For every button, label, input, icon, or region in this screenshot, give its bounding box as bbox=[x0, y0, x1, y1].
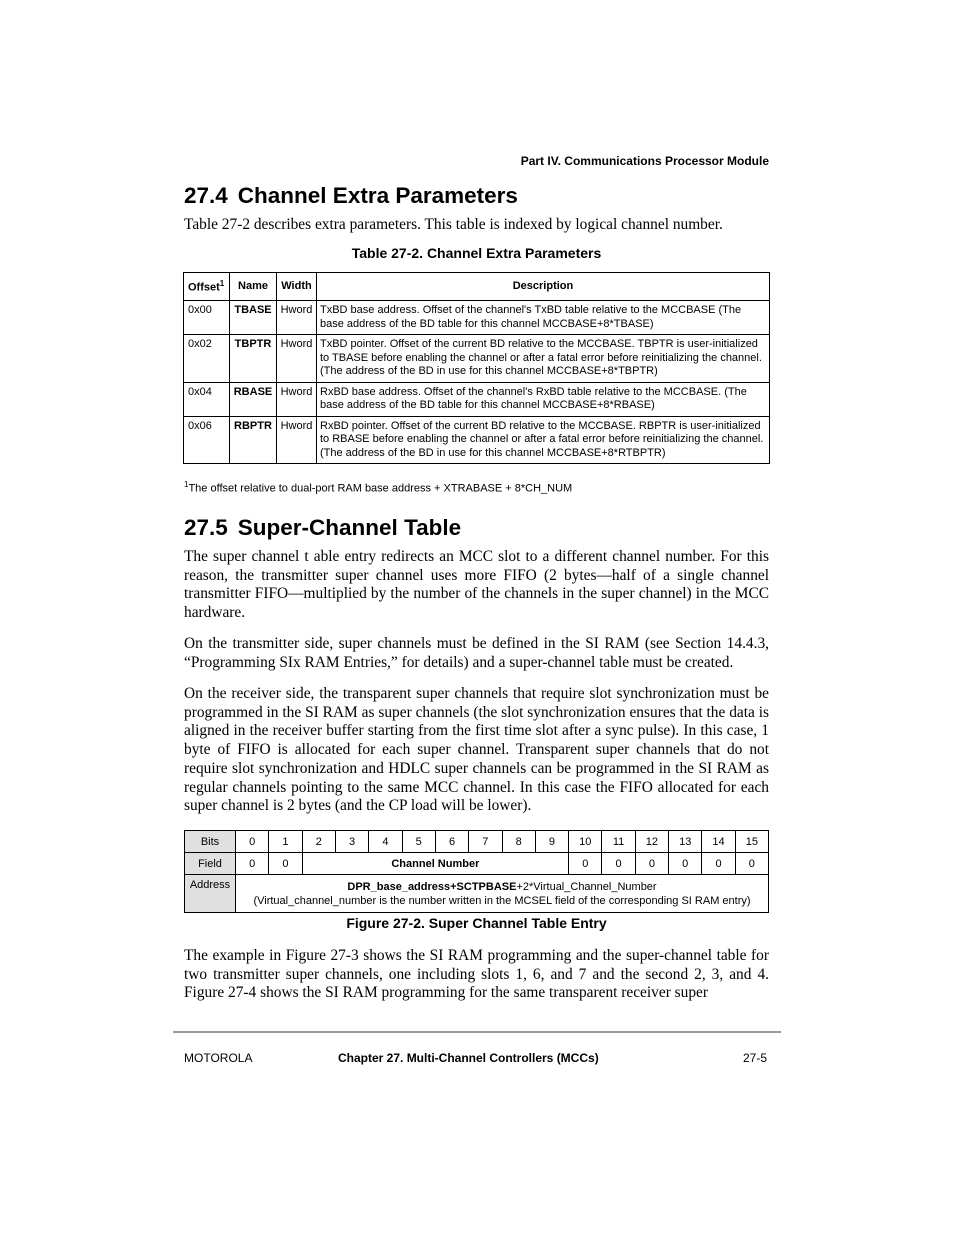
cell-description: RxBD pointer. Offset of the current BD relative to the MCCBASE. RBPTR is user-initialized to RBASE before enabling the channel or after a fatal error before reinitializing the channel. (The address of the BD in use for this channel MCCBASE+8*RTBPTR) bbox=[317, 416, 770, 464]
cell-width: Hword bbox=[277, 335, 317, 383]
bit-cell: 10 bbox=[569, 831, 602, 853]
header-name: Name bbox=[230, 273, 277, 301]
section-title: Super-Channel Table bbox=[237, 515, 462, 540]
bit-cell: 3 bbox=[335, 831, 368, 853]
cell-width: Hword bbox=[277, 382, 317, 416]
cell-offset: 0x04 bbox=[184, 382, 230, 416]
cell-offset: 0x06 bbox=[184, 416, 230, 464]
cell-width: Hword bbox=[277, 301, 317, 335]
section-title: Channel Extra Parameters bbox=[237, 183, 518, 208]
bit-cell: 11 bbox=[602, 831, 635, 853]
footer-chapter: Chapter 27. Multi-Channel Controllers (MCCs) bbox=[338, 1051, 599, 1065]
paragraph: The example in Figure 27-3 shows the SI RAM programming and the super-channel table for two transmitter super channels, one including slots 1, 6, and 7 and the second 2, 3, and 4. Figure 27-4 shows the SI RAM programming for the same transparent receiver super bbox=[184, 947, 769, 1002]
header-width: Width bbox=[277, 273, 317, 301]
bit-cell: 2 bbox=[302, 831, 335, 853]
super-channel-table-entry bbox=[184, 830, 769, 913]
address-offset: +2*Virtual_Channel_Number bbox=[516, 880, 657, 893]
bit-cell: 9 bbox=[535, 831, 568, 853]
table-footnote bbox=[184, 480, 572, 495]
field-cell: 0 bbox=[635, 853, 668, 875]
bit-cell: 8 bbox=[502, 831, 535, 853]
field-cell: 0 bbox=[669, 853, 702, 875]
footer-page-number: 27-5 bbox=[742, 1051, 767, 1065]
bit-cell: 7 bbox=[469, 831, 502, 853]
field-cell: 0 bbox=[702, 853, 735, 875]
table-row bbox=[184, 382, 770, 416]
cell-name: TBASE bbox=[230, 301, 277, 335]
footnote-marker: 1 bbox=[184, 480, 189, 489]
bit-cell: 5 bbox=[402, 831, 435, 853]
field-cell: 0 bbox=[269, 853, 302, 875]
bit-cell: 13 bbox=[669, 831, 702, 853]
bit-cell: 4 bbox=[369, 831, 402, 853]
footer-publisher: MOTOROLA bbox=[184, 1051, 253, 1065]
paragraph: On the receiver side, the transparent super channels that require slot synchronization must be programmed in the SI RAM as super channels (the slot synchronization ensures that the data is aligned in the receiver buffer starting from the first time slot after a sync pulse). In this case, 1 byte of FIFO is allocated for each super channel. Transparent super channels that do not require slot synchronization and HDLC super channels can be programmed in the SI RAM as regular channels pointing to the same MCC channel. In this case the FIFO allocated for each super channel is 2 bytes (and the CP load will be lower). bbox=[184, 685, 769, 815]
cell-offset: 0x02 bbox=[184, 335, 230, 383]
table-row bbox=[184, 301, 770, 335]
header-offset: Offset$^1$ bbox=[184, 273, 230, 301]
table-row bbox=[184, 335, 770, 383]
section-number: 27.4 bbox=[184, 183, 228, 208]
bit-cell: 6 bbox=[435, 831, 468, 853]
field-cell: 0 bbox=[735, 853, 768, 875]
field-row bbox=[185, 853, 769, 875]
cell-description: RxBD base address. Offset of the channel's RxBD table relative to the MCCBASE. (The base address of the BD table for this channel MCCBASE+8*RBASE) bbox=[317, 382, 770, 416]
figure-caption: Figure 27-2. Super Channel Table Entry bbox=[346, 915, 607, 931]
header-description: Description bbox=[317, 273, 770, 301]
paragraph: The super channel t able entry redirects an MCC slot to a different channel number. For this reason, the transmitter super channel uses more FIFO (2 bytes—half of a single channel transmitter FIFO—multiplied by the number of the channels in the super channel) in the MCC hardware. bbox=[184, 548, 769, 622]
table-caption: Table 27-2. Channel Extra Parameters bbox=[351, 245, 602, 261]
address-row bbox=[185, 875, 769, 913]
address-note: (Virtual_channel_number is the number written in the MCSEL field of the corresponding SI RAM entry) bbox=[253, 894, 751, 907]
bits-row bbox=[185, 831, 769, 853]
footnote-text: The offset relative to dual-port RAM base address + XTRABASE + 8*CH_NUM bbox=[188, 482, 573, 495]
bit-cell: 0 bbox=[236, 831, 269, 853]
field-label: Field bbox=[185, 853, 236, 875]
cell-name: RBASE bbox=[230, 382, 277, 416]
cell-description: TxBD pointer. Offset of the current BD relative to the MCCBASE. TBPTR is user-initialized to TBASE before enabling the channel or after a fatal error before reinitializing the channel. (The address of the BD in use for this channel MCCBASE+8*TBPTR) bbox=[317, 335, 770, 383]
footer-rule bbox=[173, 1031, 781, 1033]
section-heading-27-4 bbox=[184, 183, 518, 209]
bits-label: Bits bbox=[185, 831, 236, 853]
cell-description: TxBD base address. Offset of the channel's TxBD table relative to the MCCBASE (The base address of the BD table for this channel MCCBASE+8*TBASE) bbox=[317, 301, 770, 335]
bit-cell: 12 bbox=[635, 831, 668, 853]
field-cell: 0 bbox=[569, 853, 602, 875]
field-cell: 0 bbox=[602, 853, 635, 875]
section-number: 27.5 bbox=[184, 515, 228, 540]
channel-number-field: Channel Number bbox=[302, 853, 569, 875]
running-head: Part IV. Communications Processor Module bbox=[520, 154, 769, 168]
bit-cell: 1 bbox=[269, 831, 302, 853]
cell-name: TBPTR bbox=[230, 335, 277, 383]
table-header-row bbox=[184, 273, 770, 301]
cell-offset: 0x00 bbox=[184, 301, 230, 335]
bit-cell: 15 bbox=[735, 831, 768, 853]
bit-cell: 14 bbox=[702, 831, 735, 853]
footnote-marker: 1 bbox=[219, 279, 225, 289]
address-label: Address bbox=[185, 875, 236, 913]
address-base: DPR_base_address+SCTPBASE bbox=[347, 880, 517, 893]
field-cell: 0 bbox=[236, 853, 269, 875]
section-intro: Table 27-2 describes extra parameters. This table is indexed by logical channel number. bbox=[184, 216, 723, 233]
section-heading-27-5 bbox=[184, 515, 461, 541]
address-formula bbox=[236, 875, 769, 913]
cell-name: RBPTR bbox=[230, 416, 277, 464]
cell-width: Hword bbox=[277, 416, 317, 464]
table-row bbox=[184, 416, 770, 464]
paragraph: On the transmitter side, super channels must be defined in the SI RAM (see Section 14.4.3, “Programming SIx RAM Entries,” for details) and a super-channel table must be created. bbox=[184, 635, 769, 671]
channel-extra-parameters-table bbox=[183, 272, 770, 464]
